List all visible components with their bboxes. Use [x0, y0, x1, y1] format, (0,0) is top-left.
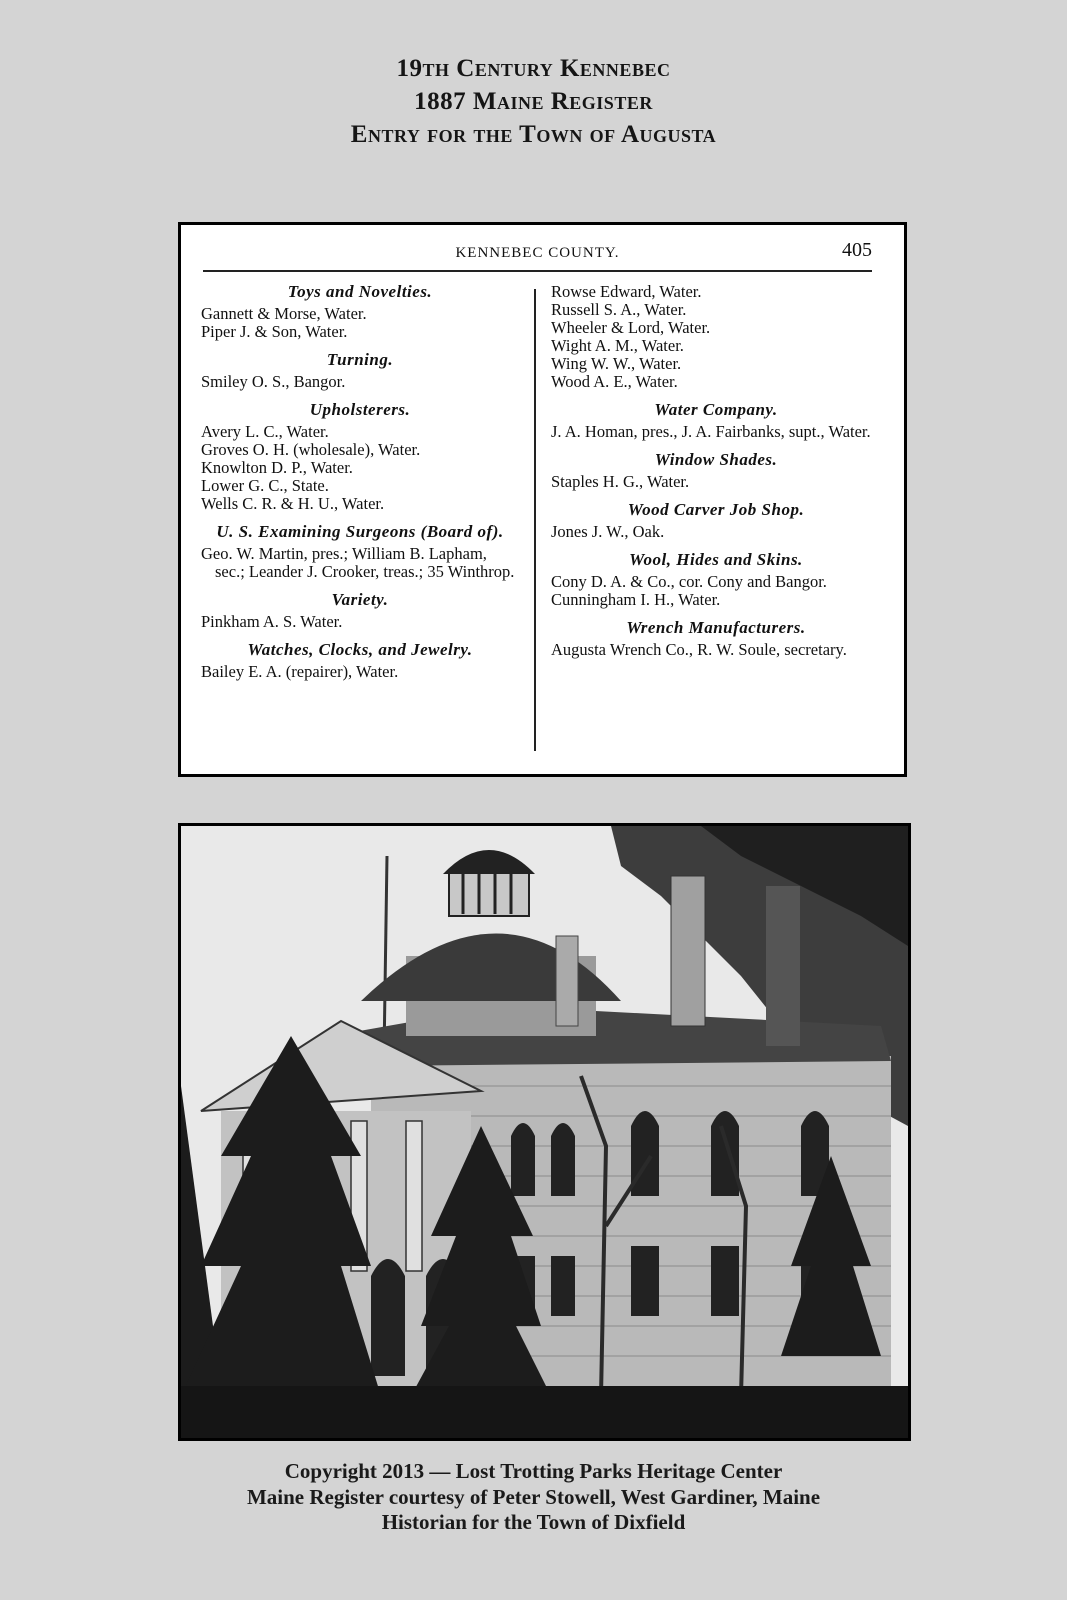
register-section: [551, 619, 881, 659]
business-entry: Augusta Wrench Co., R. W. Soule, secretary.: [551, 640, 847, 659]
register-section: [201, 523, 519, 581]
business-entry: Geo. W. Martin, pres.; William B. Lapham, sec.; Leander J. Crooker, treas.; 35 Winthrop.: [201, 544, 515, 581]
register-section: [551, 401, 881, 441]
state-house-illustration: [178, 823, 911, 1441]
section-heading: Watches, Clocks, and Jewelry.: [247, 640, 473, 659]
business-entry: Wheeler & Lord, Water.: [551, 318, 711, 337]
section-heading: Water Company.: [654, 400, 778, 419]
register-section: [551, 283, 881, 391]
credits: [0, 1459, 1067, 1536]
page-number: 405: [842, 239, 872, 261]
section-heading: Wood Carver Job Shop.: [627, 500, 805, 519]
page-title: [0, 52, 1067, 151]
business-entry: Wing W. W., Water.: [551, 354, 682, 373]
column-divider: [534, 289, 536, 751]
left-column: [201, 283, 519, 691]
business-entry: Avery L. C., Water.: [201, 422, 329, 441]
register-section: [201, 351, 519, 391]
register-section: [551, 451, 881, 491]
business-entry: Wight A. M., Water.: [551, 336, 684, 355]
business-entry: Wells C. R. & H. U., Water.: [201, 494, 385, 513]
business-entry: Jones J. W., Oak.: [551, 522, 665, 541]
credit-source: Maine Register courtesy of Peter Stowell, West Gardiner, Maine: [246, 1484, 821, 1509]
register-header: [203, 237, 872, 273]
business-entry: Rowse Edward, Water.: [551, 282, 702, 301]
section-heading: Variety.: [331, 590, 389, 609]
register-section: [201, 283, 519, 341]
credit-copyright: Copyright 2013 — Lost Trotting Parks Heritage Center: [284, 1459, 783, 1483]
credit-historian: Historian for the Town of Dixfield: [381, 1510, 686, 1534]
business-entry: Smiley O. S., Bangor.: [201, 372, 346, 391]
business-entry: Cony D. A. & Co., cor. Cony and Bangor.: [551, 572, 827, 591]
section-heading: Upholsterers.: [309, 400, 411, 419]
title-line-3: Entry for the Town of Augusta: [350, 121, 717, 148]
title-line-1: 19th Century Kennebec: [396, 55, 671, 82]
business-entry: Bailey E. A. (repairer), Water.: [201, 662, 399, 681]
business-entry: Piper J. & Son, Water.: [201, 322, 348, 341]
business-entry: Pinkham A. S. Water.: [201, 612, 343, 631]
building-engraving: [181, 826, 908, 1438]
business-entry: Knowlton D. P., Water.: [201, 458, 353, 477]
section-heading: Toys and Novelties.: [287, 282, 433, 301]
section-heading: Turning.: [326, 350, 394, 369]
business-entry: Staples H. G., Water.: [551, 472, 690, 491]
section-heading: Wrench Manufacturers.: [626, 618, 806, 637]
register-section: [201, 401, 519, 513]
title-line-2: 1887 Maine Register: [414, 88, 653, 115]
business-entry: Lower G. C., State.: [201, 476, 329, 495]
section-heading: Wool, Hides and Skins.: [629, 550, 803, 569]
register-section: [551, 551, 881, 609]
business-entry: J. A. Homan, pres., J. A. Fairbanks, supt., Water.: [551, 422, 871, 441]
register-section: [201, 641, 519, 681]
section-heading: U. S. Examining Surgeons (Board of).: [216, 522, 504, 541]
business-entry: Cunningham I. H., Water.: [551, 590, 721, 609]
county-heading: KENNEBEC COUNTY.: [455, 245, 620, 261]
business-entry: Wood A. E., Water.: [551, 372, 678, 391]
business-entry: Gannett & Morse, Water.: [201, 304, 367, 323]
business-entry: Russell S. A., Water.: [551, 300, 687, 319]
register-page-scan: [178, 222, 907, 777]
section-heading: Window Shades.: [654, 450, 778, 469]
header-rule: [203, 270, 872, 272]
register-section: [551, 501, 881, 541]
register-section: [201, 591, 519, 631]
right-column: [551, 283, 881, 669]
business-entry: Groves O. H. (wholesale), Water.: [201, 440, 421, 459]
